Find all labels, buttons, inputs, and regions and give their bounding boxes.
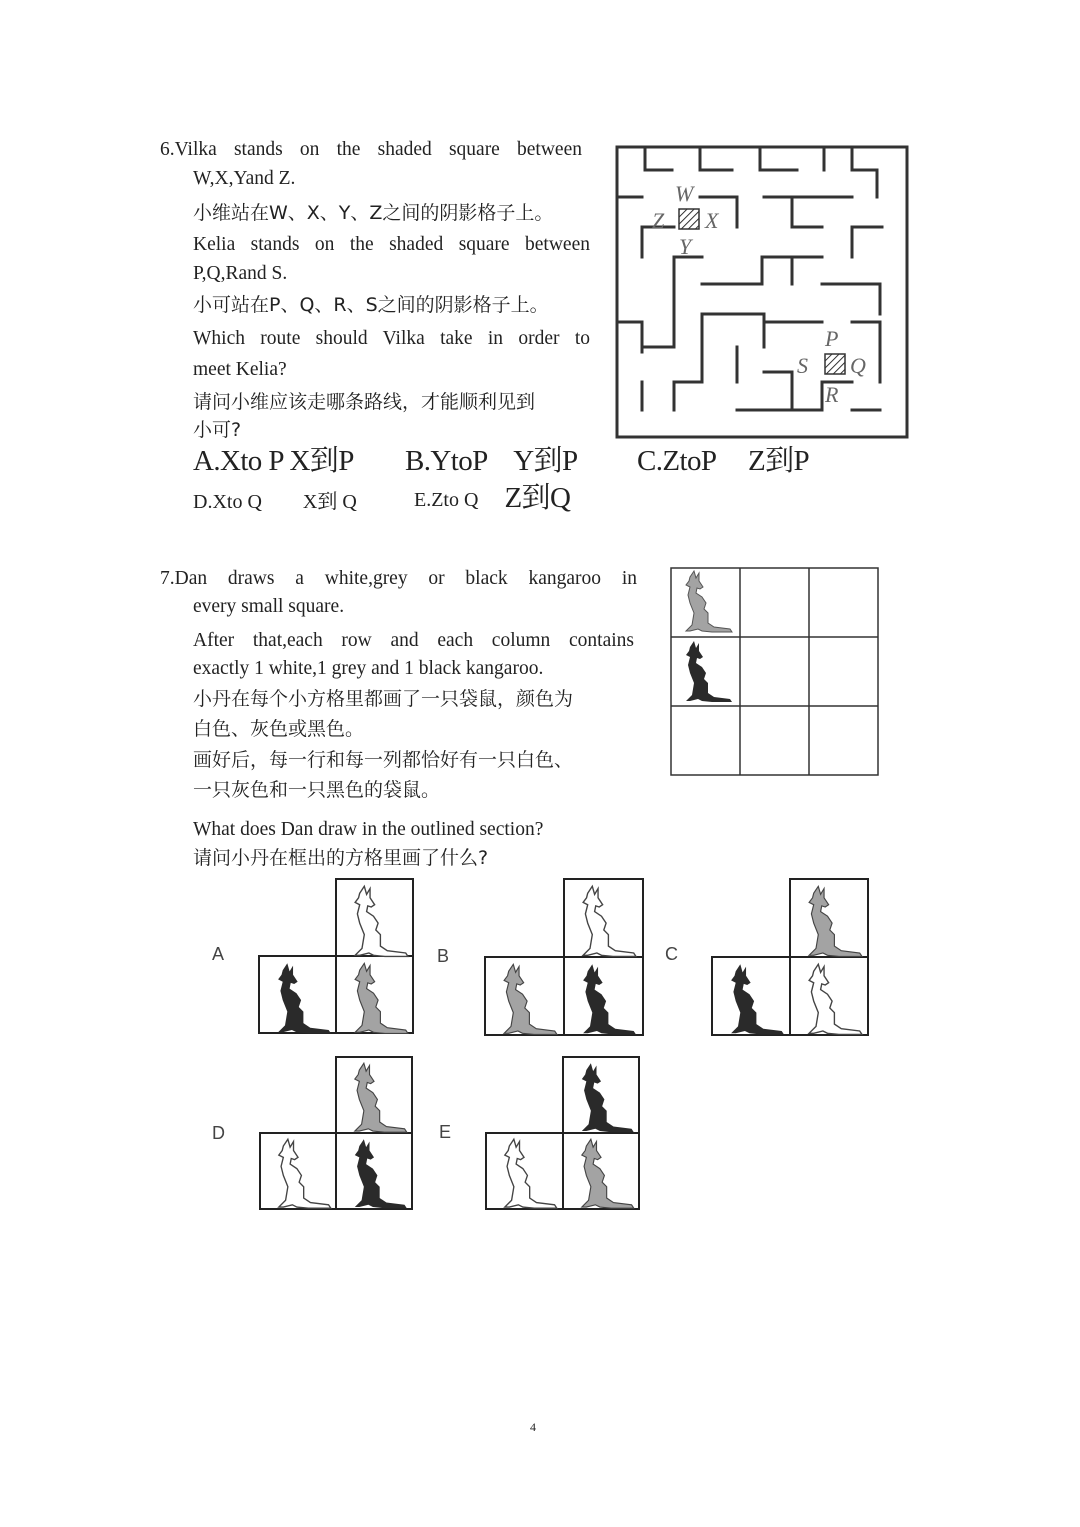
q6-option-e-label: E.Zto Q	[414, 489, 479, 511]
q6-option-d-cn: X到 Q	[302, 491, 357, 513]
kelia-shaded-square	[825, 354, 845, 374]
q6-text-line2: W,X,Yand Z.	[193, 168, 296, 189]
maze-label-y: Y	[679, 234, 692, 259]
q6-text-line6: meet Kelia?	[193, 359, 287, 380]
q7-option-a-figure[interactable]	[258, 878, 416, 1036]
q7-cn-line5: 请问小丹在框出的方格里画了什么?	[193, 847, 489, 869]
q6-cn-line1: 小维站在W、X、Y、Z之间的阴影格子上。	[193, 202, 554, 224]
q6-option-b[interactable]	[405, 443, 577, 479]
q6-option-b-label: B.YtoP	[405, 445, 487, 477]
maze-label-x: X	[705, 208, 719, 233]
maze-label-p: P	[825, 326, 839, 351]
q6-text-line1: 6.Vilka stands on the shaded square between	[160, 139, 582, 160]
q6-option-c[interactable]	[637, 443, 809, 479]
maze-walls	[617, 147, 907, 437]
q6-option-b-cn: Y到P	[513, 445, 578, 477]
maze-label-w: W	[675, 181, 694, 206]
maze-figure	[612, 142, 912, 442]
q7-text-line5: What does Dan draw in the outlined section?	[193, 819, 544, 840]
q7-option-b-figure[interactable]	[484, 878, 646, 1038]
maze-label-q: Q	[850, 353, 866, 378]
q7-text-line2: every small square.	[193, 596, 345, 617]
q7-option-e-label[interactable]: E	[439, 1122, 452, 1142]
q6-option-d[interactable]	[193, 487, 357, 517]
q6-option-c-cn: Z到P	[747, 445, 810, 477]
q7-text-line4: exactly 1 white,1 grey and 1 black kangaroo.	[193, 658, 544, 679]
q6-option-e[interactable]	[414, 480, 570, 516]
q6-option-a-label: A.Xto P	[193, 445, 283, 477]
page-number: 4	[530, 1420, 536, 1434]
q6-option-e-cn: Z到Q	[504, 482, 571, 514]
q7-cn-line4: 一只灰色和一只黑色的袋鼠。	[193, 779, 441, 801]
q7-text-line3: After that,each row and each column contains	[193, 630, 634, 651]
q6-text-line5: Which route should Vilka take in order to	[193, 328, 590, 349]
kangaroo-grid	[670, 567, 880, 777]
q7-cn-line2: 白色、灰色或黑色。	[193, 718, 365, 740]
q6-option-a[interactable]	[193, 443, 354, 479]
q7-option-a-label[interactable]: A	[212, 944, 225, 964]
q6-option-c-label: C.ZtoP	[637, 445, 716, 477]
q6-text-line4: P,Q,Rand S.	[193, 263, 288, 284]
q6-text-line3: Kelia stands on the shaded square between	[193, 234, 590, 255]
q7-text-line1: 7.Dan draws a white,grey or black kangaroo in	[160, 568, 637, 589]
q6-cn-line3: 请问小维应该走哪条路线，才能顺利见到	[193, 391, 536, 413]
q7-option-d-label[interactable]: D	[212, 1123, 225, 1143]
q7-option-c-figure[interactable]	[711, 878, 871, 1038]
q6-option-d-label: D.Xto Q	[193, 491, 262, 513]
q6-cn-line2: 小可站在P、Q、R、S之间的阴影格子上。	[193, 294, 549, 316]
vilka-shaded-square	[679, 209, 699, 229]
q6-cn-line4: 小可?	[193, 419, 242, 441]
q7-cn-line3: 画好后，每一行和每一列都恰好有一只白色、	[193, 749, 574, 771]
maze-label-z: Z	[652, 208, 665, 233]
maze-label-s: S	[797, 353, 808, 378]
q7-cn-line1: 小丹在每个小方格里都画了一只袋鼠，颜色为	[193, 688, 574, 710]
q7-option-d-figure[interactable]	[259, 1056, 415, 1212]
q7-option-b-label[interactable]: B	[437, 946, 450, 966]
maze-label-r: R	[825, 382, 839, 407]
q6-option-a-cn: X到P	[289, 445, 354, 477]
q7-option-c-label[interactable]: C	[665, 944, 678, 964]
q7-option-e-figure[interactable]	[485, 1056, 643, 1212]
